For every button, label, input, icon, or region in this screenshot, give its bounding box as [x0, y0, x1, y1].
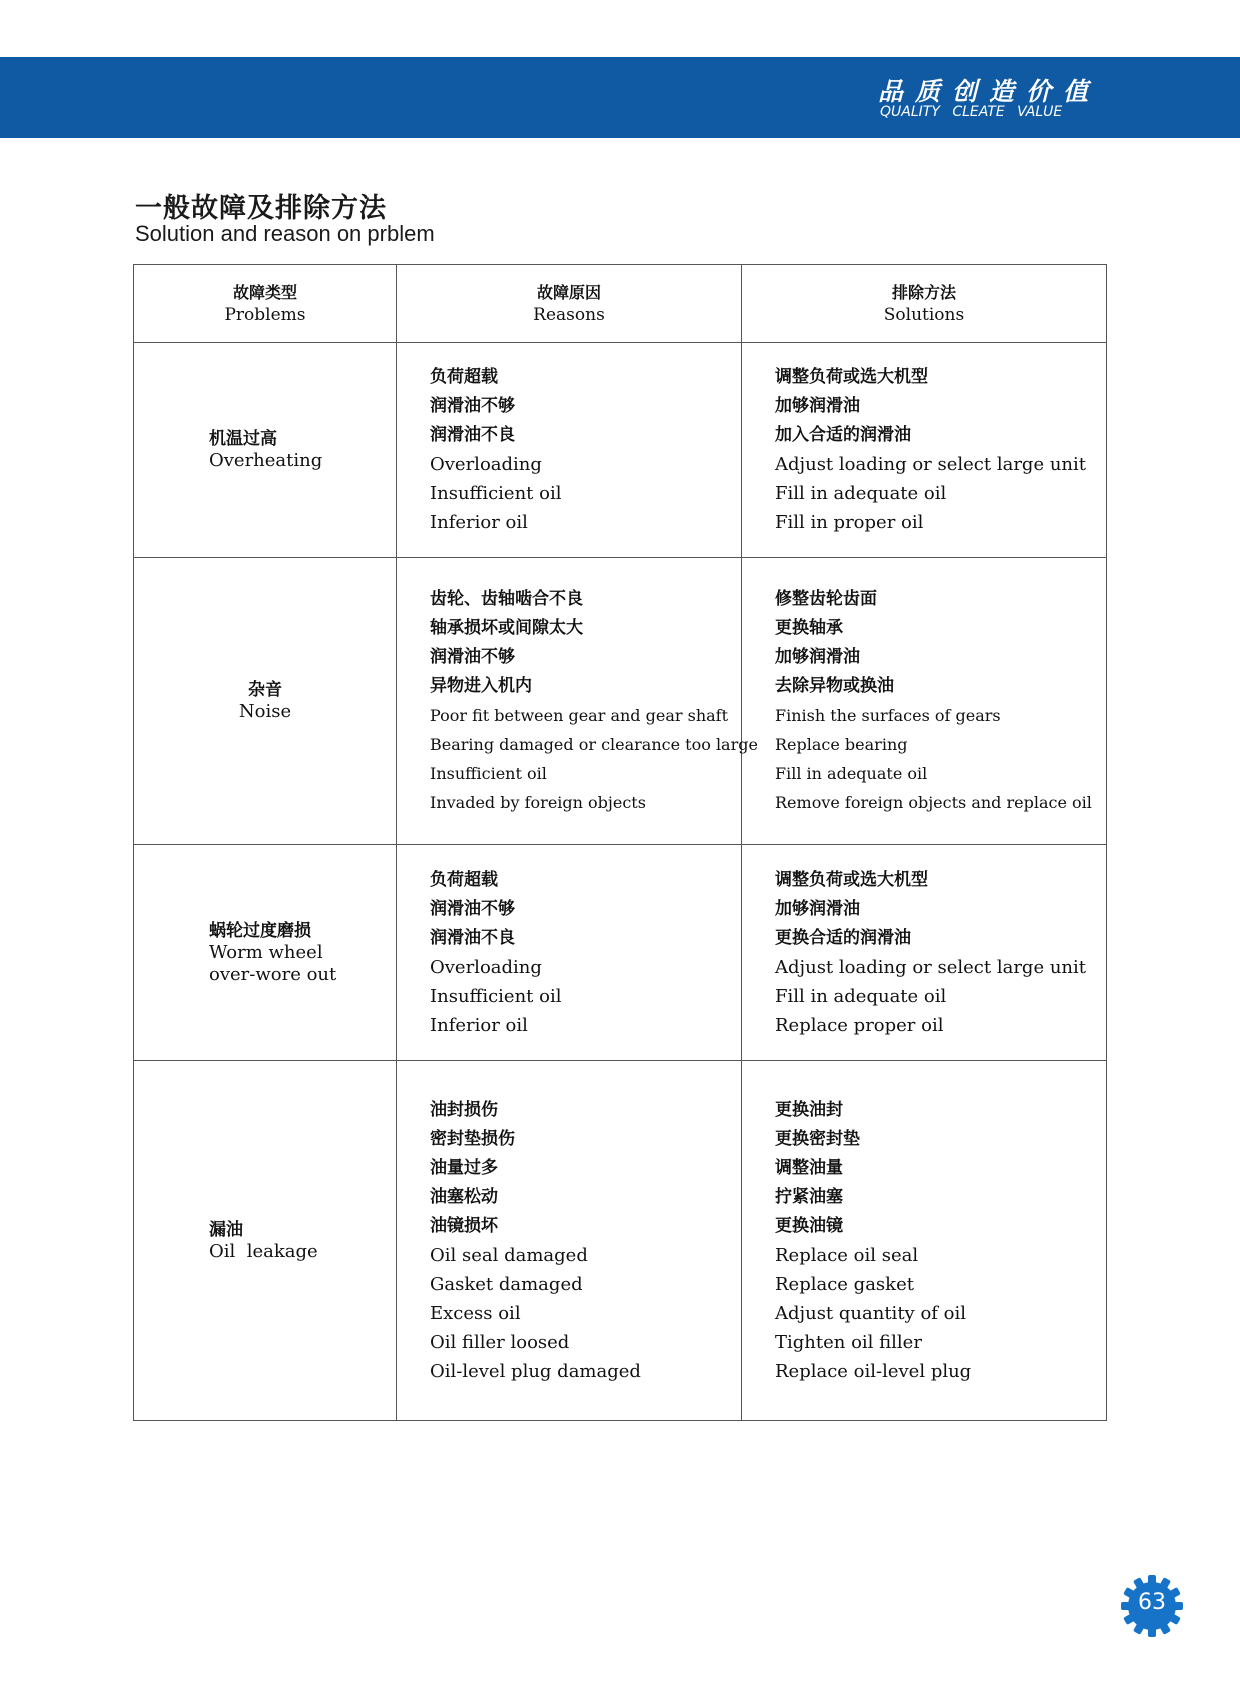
reason-item: 油塞松动 — [430, 1186, 498, 1207]
reason-item: 轴承损坏或间隙太大 — [430, 618, 583, 638]
header-solutions-cn: 排除方法 — [891, 282, 956, 302]
reasons-cell — [397, 1061, 742, 1421]
solution-item: 更换轴承 — [775, 618, 843, 638]
problem-cell — [134, 1061, 397, 1421]
table-row — [134, 343, 1107, 558]
problem-en: over-wore out — [209, 963, 337, 985]
reason-item: 润滑油不良 — [430, 425, 515, 445]
solution-item: 更换油镜 — [775, 1215, 843, 1236]
solution-item: Remove foreign objects and replace oil — [775, 793, 1092, 812]
solution-item: Replace oil seal — [775, 1244, 919, 1266]
solution-item: 加够润滑油 — [775, 898, 860, 919]
problem-en: Worm wheel — [209, 941, 323, 963]
solution-item: 更换合适的润滑油 — [775, 927, 911, 948]
solution-item: 调整负荷或选大机型 — [775, 869, 928, 890]
solution-item: Fill in adequate oil — [775, 483, 947, 504]
solution-item: 调整油量 — [775, 1157, 843, 1178]
slogan-english: QUALITY CLEATE VALUE — [880, 104, 1063, 120]
problem-en: Overheating — [209, 450, 323, 471]
reason-item: 齿轮、齿轴啮合不良 — [430, 589, 583, 609]
table-row — [134, 1061, 1107, 1421]
page-title-chinese: 一般故障及排除方法 — [135, 193, 387, 224]
reasons-cell — [397, 845, 742, 1061]
reason-item: Insufficient oil — [430, 483, 562, 504]
solutions-cell — [742, 343, 1107, 558]
solution-item: 加入合适的润滑油 — [775, 425, 911, 445]
reason-item: 润滑油不够 — [430, 647, 515, 667]
header-reasons-cn: 故障原因 — [536, 282, 601, 302]
header-problems-cn: 故障类型 — [232, 282, 297, 302]
problem-cn: 漏油 — [209, 1219, 243, 1240]
table-row — [134, 845, 1107, 1061]
header-solutions-en: Solutions — [883, 304, 965, 325]
reason-item: 密封垫损伤 — [430, 1128, 515, 1149]
reason-item: 润滑油不够 — [430, 898, 515, 919]
problem-cn: 机温过高 — [209, 429, 277, 449]
reason-item: Poor fit between gear and gear shaft — [430, 706, 729, 725]
header-problems-en: Problems — [224, 304, 306, 325]
reason-item: Inferior oil — [430, 1014, 528, 1036]
solutions-cell — [742, 1061, 1107, 1421]
reason-item: 负荷超载 — [430, 367, 498, 387]
problem-cell — [134, 343, 397, 558]
reason-item: Oil-level plug damaged — [430, 1360, 641, 1382]
solution-item: Replace proper oil — [775, 1014, 944, 1036]
problem-cn: 杂音 — [248, 680, 282, 700]
reason-item: 油量过多 — [430, 1157, 498, 1178]
header-solutions — [742, 265, 1107, 343]
reason-item: 润滑油不够 — [430, 396, 515, 416]
solution-item: Replace oil-level plug — [775, 1360, 972, 1382]
solutions-cell — [742, 845, 1107, 1061]
solution-item: Replace gasket — [775, 1273, 914, 1295]
solution-item: Fill in adequate oil — [775, 764, 928, 783]
problem-cell — [134, 845, 397, 1061]
solutions-cell — [742, 558, 1107, 845]
troubleshooting-table — [133, 264, 1107, 1421]
solution-item: 调整负荷或选大机型 — [775, 367, 928, 387]
solution-item: 更换油封 — [775, 1099, 843, 1120]
page-number: 63 — [1138, 1590, 1166, 1615]
reason-item: Gasket damaged — [430, 1273, 583, 1295]
reason-item: Insufficient oil — [430, 985, 562, 1007]
reason-item: 油封损伤 — [430, 1099, 498, 1120]
reasons-cell — [397, 558, 758, 845]
solution-item: Adjust loading or select large unit — [775, 956, 1086, 978]
reason-item: Overloading — [430, 956, 542, 978]
problem-en: Oil leakage — [209, 1240, 318, 1262]
reason-item: Insufficient oil — [430, 764, 547, 783]
solution-item: Fill in adequate oil — [775, 985, 947, 1007]
slogan-chinese: 品质创造价值 — [878, 77, 1101, 106]
solution-item: 去除异物或换油 — [775, 676, 894, 696]
solution-item: Adjust loading or select large unit — [775, 454, 1086, 475]
reason-item: Excess oil — [430, 1302, 521, 1324]
reason-item: Overloading — [430, 454, 542, 475]
reason-item: 负荷超载 — [430, 869, 498, 890]
reason-item: Bearing damaged or clearance too large — [430, 735, 758, 754]
solution-item: Replace bearing — [775, 735, 908, 754]
problem-cn: 蜗轮过度磨损 — [209, 920, 311, 941]
reason-item: Inferior oil — [430, 512, 528, 533]
solution-item: Fill in proper oil — [775, 512, 924, 533]
solution-item: 拧紧油塞 — [775, 1186, 843, 1207]
reason-item: Invaded by foreign objects — [430, 793, 646, 812]
problem-en: Noise — [238, 701, 292, 722]
reason-item: 异物进入机内 — [430, 676, 532, 696]
solution-item: Tighten oil filler — [775, 1331, 922, 1353]
table-row — [134, 558, 1107, 845]
solution-item: 加够润滑油 — [775, 647, 860, 667]
header-problems — [134, 265, 397, 343]
header-reasons-en: Reasons — [533, 304, 605, 325]
solution-item: 更换密封垫 — [775, 1128, 860, 1149]
page-title-english: Solution and reason on prblem — [135, 221, 435, 246]
solution-item: 修整齿轮齿面 — [775, 589, 877, 609]
reason-item: 油镜损坏 — [430, 1215, 498, 1236]
problem-cell — [134, 558, 397, 845]
reason-item: Oil seal damaged — [430, 1244, 588, 1266]
solution-item: Finish the surfaces of gears — [775, 706, 1001, 725]
solution-item: Adjust quantity of oil — [775, 1302, 967, 1324]
reason-item: Oil filler loosed — [430, 1331, 570, 1353]
reason-item: 润滑油不良 — [430, 927, 515, 948]
header-reasons — [397, 265, 742, 343]
table-header-row — [134, 265, 1107, 343]
solution-item: 加够润滑油 — [775, 396, 860, 416]
reasons-cell — [397, 343, 742, 558]
